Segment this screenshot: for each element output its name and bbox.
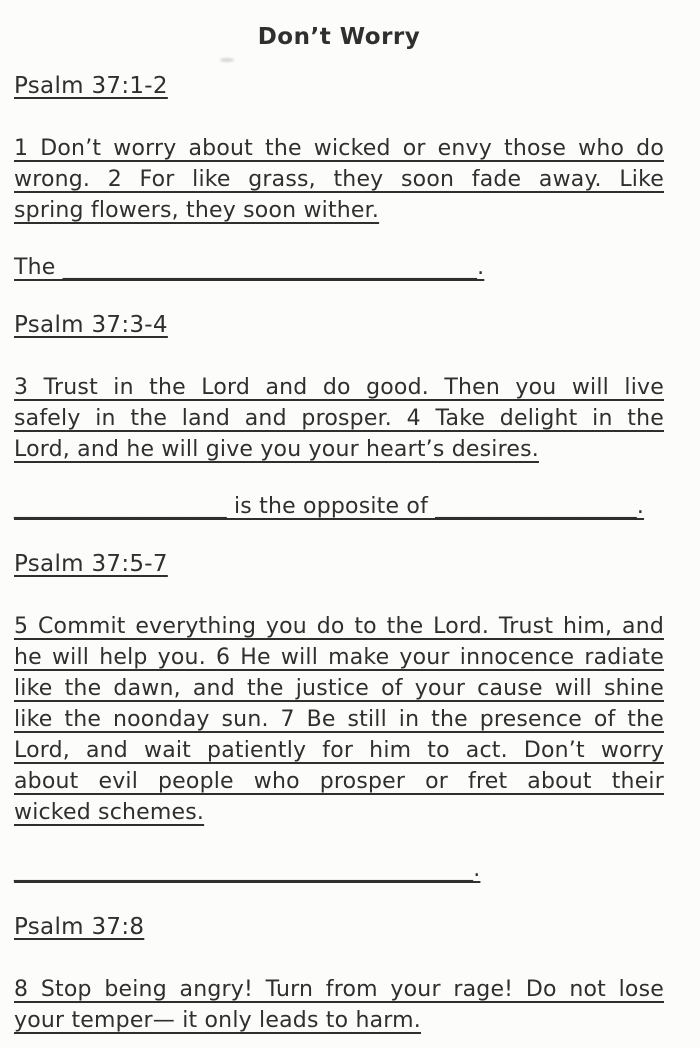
scan-smudge bbox=[220, 58, 234, 62]
psalm-heading: Psalm 37:3-4 bbox=[14, 312, 168, 338]
scripture-line: about evil people who prosper or fret about their bbox=[14, 769, 664, 794]
psalm-heading: Psalm 37:8 bbox=[14, 914, 145, 940]
scripture-line: wrong. 2 For like grass, they soon fade away. Like bbox=[14, 167, 664, 192]
fill-in-blank-line: _________________________________________. bbox=[14, 857, 481, 882]
scripture-paragraph bbox=[14, 974, 664, 1036]
scripture-line: like the noonday sun. 7 Be still in the presence of the bbox=[14, 707, 664, 732]
scripture-line: Lord, and he will give you your heart’s desires. bbox=[14, 437, 539, 462]
scripture-line: your temper— it only leads to harm. bbox=[14, 1008, 421, 1033]
scripture-line: Lord, and wait patiently for him to act. Don’t worry bbox=[14, 738, 664, 763]
scripture-line: 3 Trust in the Lord and do good. Then you will live bbox=[14, 375, 664, 400]
fill-in-blank-line: The _____________________________________. bbox=[14, 255, 485, 280]
section-psalm-37-8 bbox=[14, 913, 664, 1036]
scripture-paragraph bbox=[14, 611, 664, 828]
scripture-paragraph bbox=[14, 133, 664, 226]
scripture-line: 1 Don’t worry about the wicked or envy those who do bbox=[14, 136, 664, 161]
scripture-line: 8 Stop being angry! Turn from your rage! Do not lose bbox=[14, 977, 664, 1002]
scripture-line: spring flowers, they soon wither. bbox=[14, 198, 380, 223]
psalm-heading: Psalm 37:1-2 bbox=[14, 73, 168, 99]
section-psalm-37-3-4 bbox=[14, 311, 664, 522]
scripture-line: 5 Commit everything you do to the Lord. Trust him, and bbox=[14, 614, 664, 639]
scripture-paragraph bbox=[14, 372, 664, 465]
scripture-line: safely in the land and prosper. 4 Take delight in the bbox=[14, 406, 664, 431]
scripture-line: like the dawn, and the justice of your cause will shine bbox=[14, 676, 664, 701]
worksheet-title: Don’t Worry bbox=[257, 24, 421, 50]
section-psalm-37-1-2 bbox=[14, 72, 664, 283]
section-psalm-37-5-7 bbox=[14, 550, 664, 885]
fill-in-blank-line: ___________________ is the opposite of __________________. bbox=[14, 494, 645, 519]
psalm-heading: Psalm 37:5-7 bbox=[14, 551, 168, 577]
scripture-line: he will help you. 6 He will make your innocence radiate bbox=[14, 645, 664, 670]
scripture-line: wicked schemes. bbox=[14, 800, 205, 825]
